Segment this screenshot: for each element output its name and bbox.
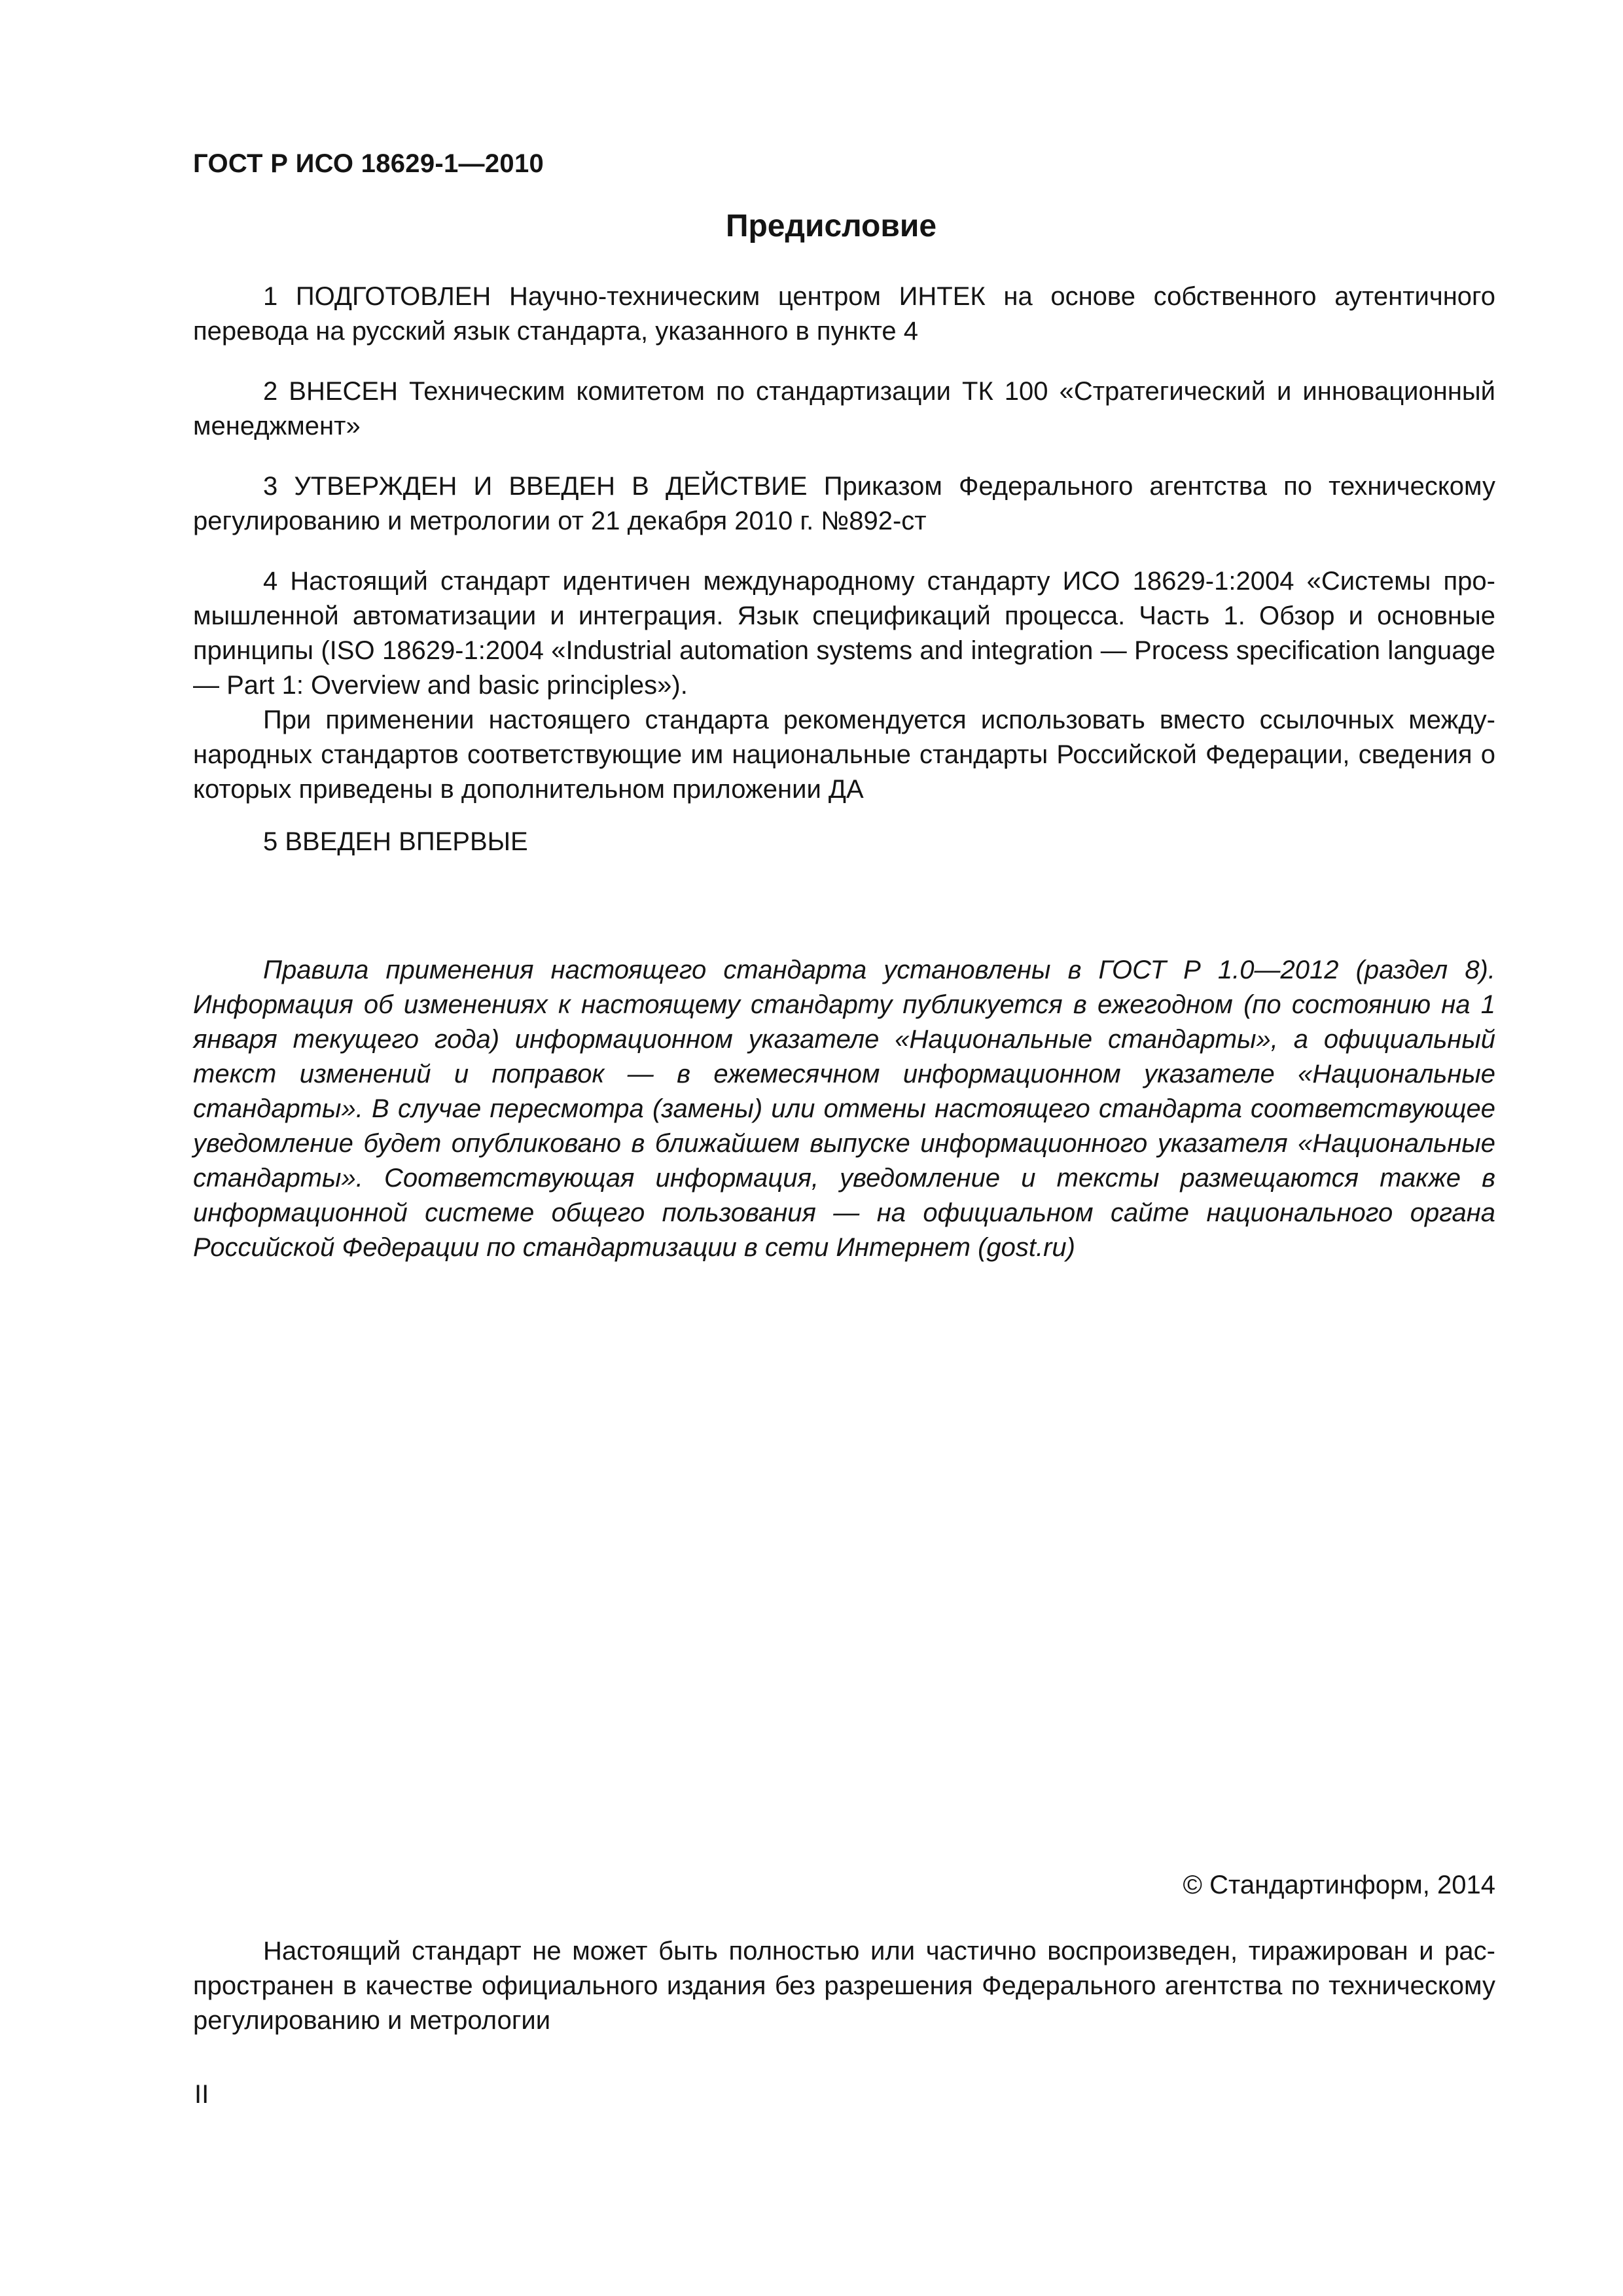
paragraph-national-standards-usage: При применении настоящего стандарта рекомендуется использовать вместо ссылочных международных стандартов соответствующие им национальные стандарты Российской Федерации, сведения о которых приведены в дополнительном приложении ДА	[193, 706, 1495, 804]
notice-application-rules: Правила применения настоящего стандарта установлены в ГОСТ Р 1.0—2012 (раздел 8). Информация об изменениях к настоящему стандарту публикуется в ежегодном (по состоянию на 1 января текущего года) информационном указателе «Национальные стандарты», а официальный текст изменений и поправок — в ежемесячном информационном указателе «Национальные стандарты». В случае пересмотра (замены) или отмены настоящего стандарта соответствующее уведомление будет опубликовано в ближайшем выпуске информационного указателя «Национальные стандарты». Соответствующая информация, уведомление и тексты размещаются также в информационной системе общего пользования — на официальном сайте национального органа Российской Федерации по стандартизации в сети Интернет (gost.ru)	[193, 956, 1495, 1262]
page-title: Предисловие	[725, 209, 937, 243]
page-number: II	[194, 2080, 209, 2109]
paragraph-approved: 3 УТВЕРЖДЕН И ВВЕДЕН В ДЕЙСТВИЕ Приказом Федерального агентства по техническому регулированию и метрологии от 21 декабря 2010 г. №892-ст	[193, 472, 1495, 535]
copyright-line: © Стандартинформ, 2014	[1183, 1871, 1495, 1899]
paragraph-first-introduced: 5 ВВЕДЕН ВПЕРВЫЕ	[263, 827, 528, 856]
paragraph-introduced-by: 2 ВНЕСЕН Техническим комитетом по стандартизации ТК 100 «Стратегический и инновационный менеджмент»	[193, 377, 1495, 440]
paragraph-identical-standard: 4 Настоящий стандарт идентичен международному стандарту ИСО 18629-1:2004 «Системы промышленной автоматизации и интеграция. Язык спецификаций процесса. Часть 1. Обзор и основные принципы (ISO 18629-1:2004 «Industrial automation systems and integration — Process specification language — Part 1: Overview and basic principles»).	[193, 567, 1495, 700]
reproduction-notice: Настоящий стандарт не может быть полностью или частично воспроизведен, тиражирован и распространен в качестве официального издания без разрешения Федерального агентства по техническому регулированию и метрологии	[193, 1937, 1495, 2035]
document-code-header: ГОСТ Р ИСО 18629-1—2010	[193, 149, 544, 178]
paragraph-prepared-by: 1 ПОДГОТОВЛЕН Научно-техническим центром ИНТЕК на основе собственного аутентичного перевода на русский язык стандарта, указанного в пункте 4	[193, 282, 1495, 346]
